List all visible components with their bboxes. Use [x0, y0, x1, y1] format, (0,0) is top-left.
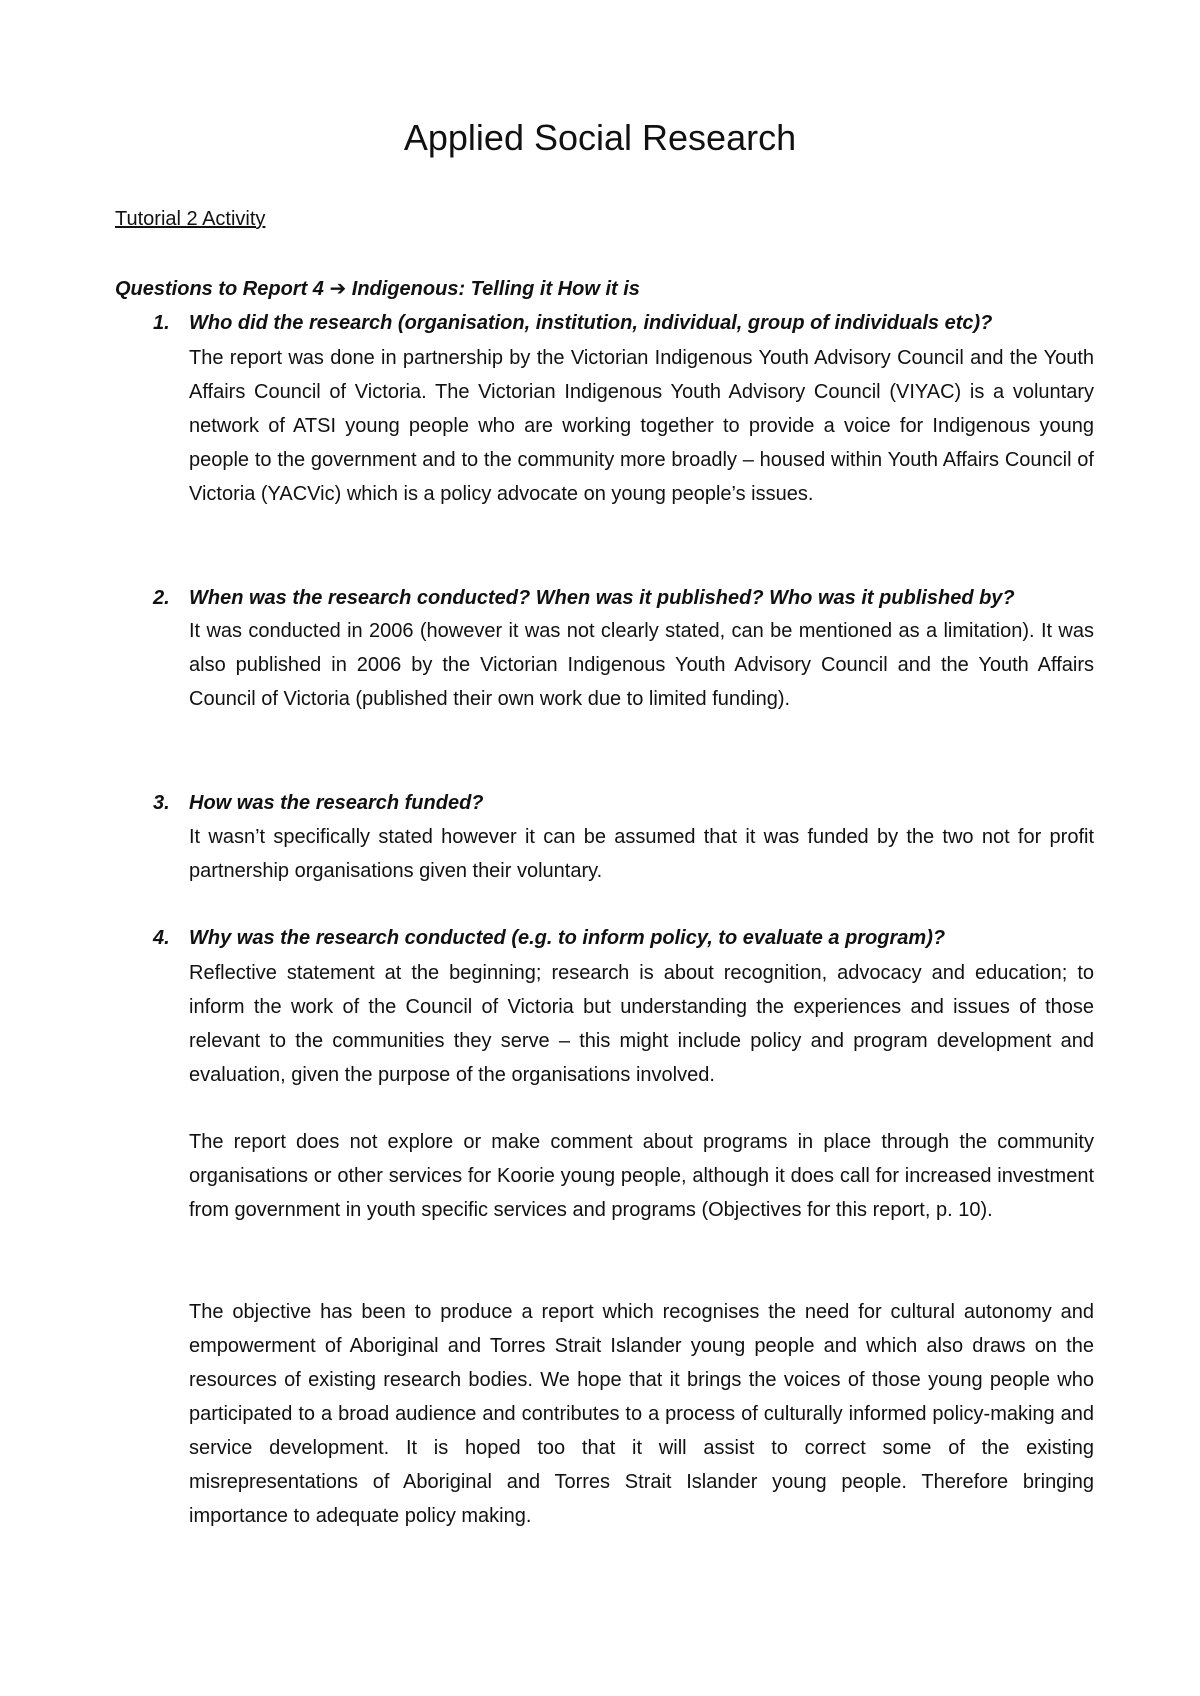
answer-paragraph: Reflective statement at the beginning; research is about recognition, advocacy and education; to inform the work of the Council of Victoria but understanding the experiences and issues of those relevant to the communities they serve – this might include policy and program development and evaluation, given the purpose of the organisations involved.	[189, 962, 1094, 1086]
answer-paragraph: The report was done in partnership by the Victorian Indigenous Youth Advisory Council and the Youth Affairs Council of Victoria. The Victorian Indigenous Youth Advisory Council (VIYAC) is a voluntary network of ATSI young people who are working together to provide a voice for Indigenous young people to the government and to the community more broadly – housed within Youth Affairs Council of Victoria (YACVic) which is a policy advocate on young people’s issues.	[189, 347, 1094, 505]
answer-paragraph: The report does not explore or make comment about programs in place through the community organisations or other services for Koorie young people, although it does call for increased investment from government in youth specific services and programs (Objectives for this report, p. 10).	[189, 1131, 1094, 1221]
question-number: 3.	[153, 792, 170, 814]
question-text: When was the research conducted? When was it published? Who was it published by?	[189, 587, 1015, 609]
question-text: Why was the research conducted (e.g. to inform policy, to evaluate a program)?	[189, 927, 946, 949]
page-title: Applied Social Research	[403, 117, 797, 158]
tutorial-subtitle: Tutorial 2 Activity	[115, 208, 266, 230]
question-number: 4.	[153, 927, 170, 949]
question-text: Who did the research (organisation, institution, individual, group of individuals etc)?	[189, 312, 993, 334]
question-number: 2.	[153, 587, 170, 609]
answer-paragraph: It was conducted in 2006 (however it was not clearly stated, can be mentioned as a limitation). It was also published in 2006 by the Victorian Indigenous Youth Advisory Council and the Youth Affairs Council of Victoria (published their own work due to limited funding).	[189, 620, 1094, 710]
answer-paragraph: The objective has been to produce a report which recognises the need for cultural autonomy and empowerment of Aboriginal and Torres Strait Islander young people and which also draws on the resources of existing research bodies. We hope that it brings the voices of those young people who participated to a broad audience and contributes to a process of culturally informed policy-making and service development. It is hoped too that it will assist to correct some of the existing misrepresentations of Aboriginal and Torres Strait Islander young people. Therefore bringing importance to adequate policy making.	[189, 1301, 1094, 1527]
question-text: How was the research funded?	[189, 792, 484, 814]
questions-heading: Questions to Report 4 ➔ Indigenous: Telling it How it is	[115, 278, 640, 300]
question-number: 1.	[153, 312, 170, 334]
answer-paragraph: It wasn’t specifically stated however it can be assumed that it was funded by the two not for profit partnership organisations given their voluntary.	[189, 826, 1094, 882]
